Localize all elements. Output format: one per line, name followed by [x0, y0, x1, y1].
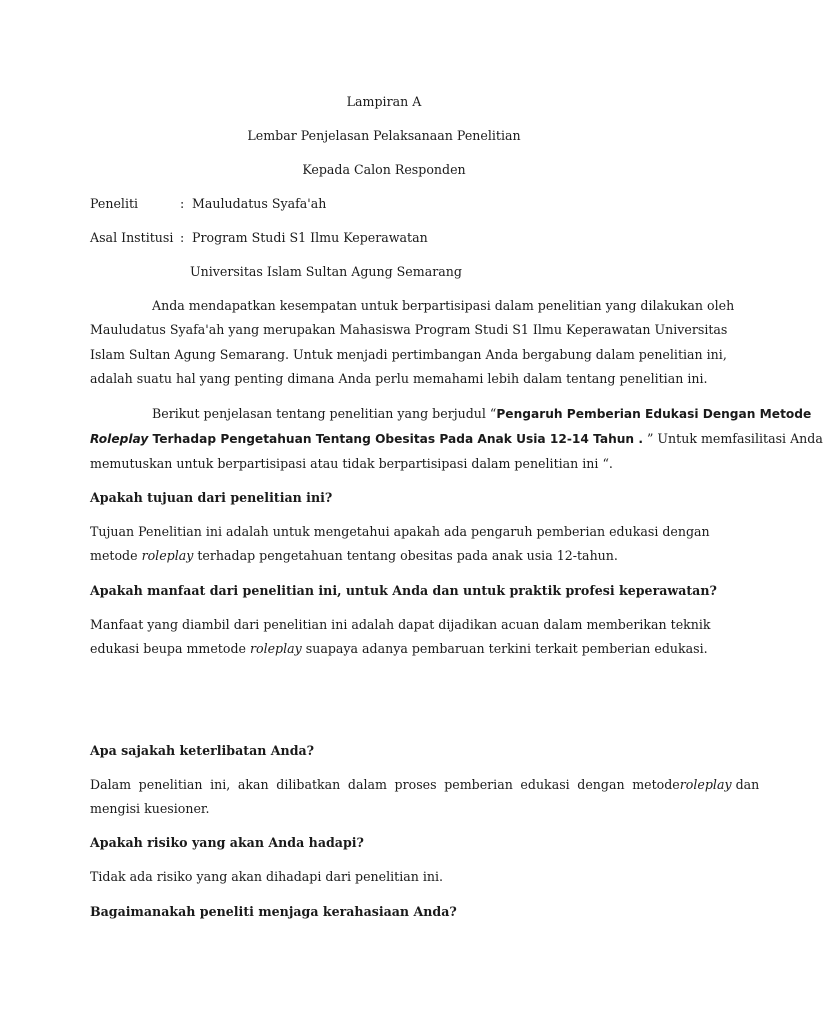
appendix-title: Lampiran A [346, 94, 422, 109]
roleplay-term: Roleplay [90, 432, 149, 446]
para1-line4: adalah suatu hal yang penting dimana Anda perlu memahami lebih dalam tentang penelitian ini. [90, 371, 708, 386]
q1-line1: Tujuan Penelitian ini adalah untuk mengetahui apakah ada pengaruh pemberian edukasi dengan [90, 524, 710, 539]
institution-program: Program Studi S1 Ilmu Keperawatan [192, 230, 428, 245]
research-title-part2: Terhadap Pengetahuan Tentang Obesitas Pada Anak Usia 12-14 Tahun . [148, 432, 643, 446]
q4-heading: Apakah risiko yang akan Anda hadapi? [90, 835, 364, 850]
q3-heading: Apa sajakah keterlibatan Anda? [90, 743, 315, 758]
para2-line2 [90, 431, 823, 446]
para2-line3: memutuskan untuk berpartisipasi atau tidak berpartisipasi dalam penelitian ini “. [90, 456, 613, 471]
research-title-part1: Pengaruh Pemberian Edukasi Dengan Metode [496, 407, 812, 421]
q3-line1: Dalam penelitian ini, akan dilibatkan dalam proses pemberian edukasi dengan metode roleplay dan [90, 777, 760, 792]
sheet-title: Lembar Penjelasan Pelaksanaan Penelitian [247, 128, 521, 143]
q2-line1: Manfaat yang diambil dari penelitian ini adalah dapat dijadikan acuan dalam memberikan teknik [90, 617, 711, 632]
researcher-label: Peneliti [90, 196, 139, 211]
para1-line1: Anda mendapatkan kesempatan untuk berpartisipasi dalam penelitian yang dilakukan oleh [152, 298, 735, 313]
recipient-title: Kepada Calon Responden [302, 162, 466, 177]
para1-line3: Islam Sultan Agung Semarang. Untuk menjadi pertimbangan Anda bergabung dalam penelitian ini, [90, 347, 727, 362]
institution-colon: : [180, 230, 185, 245]
para1-line2: Mauludatus Syafa'ah yang merupakan Mahasiswa Program Studi S1 Ilmu Keperawatan Universitas [90, 322, 728, 337]
para2-line1 [152, 406, 811, 421]
q1-line2: metode roleplay terhadap pengetahuan tentang obesitas pada anak usia 12-tahun. [90, 548, 618, 563]
q2-heading: Apakah manfaat dari penelitian ini, untuk Anda dan untuk praktik profesi keperawatan? [90, 583, 717, 598]
roleplay-term: roleplay [141, 548, 194, 563]
q2-line2: edukasi beupa mmetode roleplay suapaya adanya pembaruan terkini terkait pemberian edukasi. [90, 641, 708, 656]
q4-line1: Tidak ada risiko yang akan dihadapi dari penelitian ini. [90, 869, 444, 884]
para2-intro: Berikut penjelasan tentang penelitian yang berjudul “ [152, 406, 497, 421]
q1-heading: Apakah tujuan dari penelitian ini? [90, 490, 333, 505]
researcher-name: Mauludatus Syafa'ah [192, 196, 327, 211]
q5-heading: Bagaimanakah peneliti menjaga kerahasiaan Anda? [90, 904, 457, 919]
researcher-colon: : [180, 196, 185, 211]
institution-university: Universitas Islam Sultan Agung Semarang [190, 264, 462, 279]
q3-line2: mengisi kuesioner. [90, 801, 210, 816]
roleplay-term: roleplay [679, 777, 732, 792]
roleplay-term: roleplay [249, 641, 302, 656]
institution-label: Asal Institusi [90, 230, 174, 245]
para2-continuation: ” Untuk memfasilitasi Anda [642, 431, 823, 446]
